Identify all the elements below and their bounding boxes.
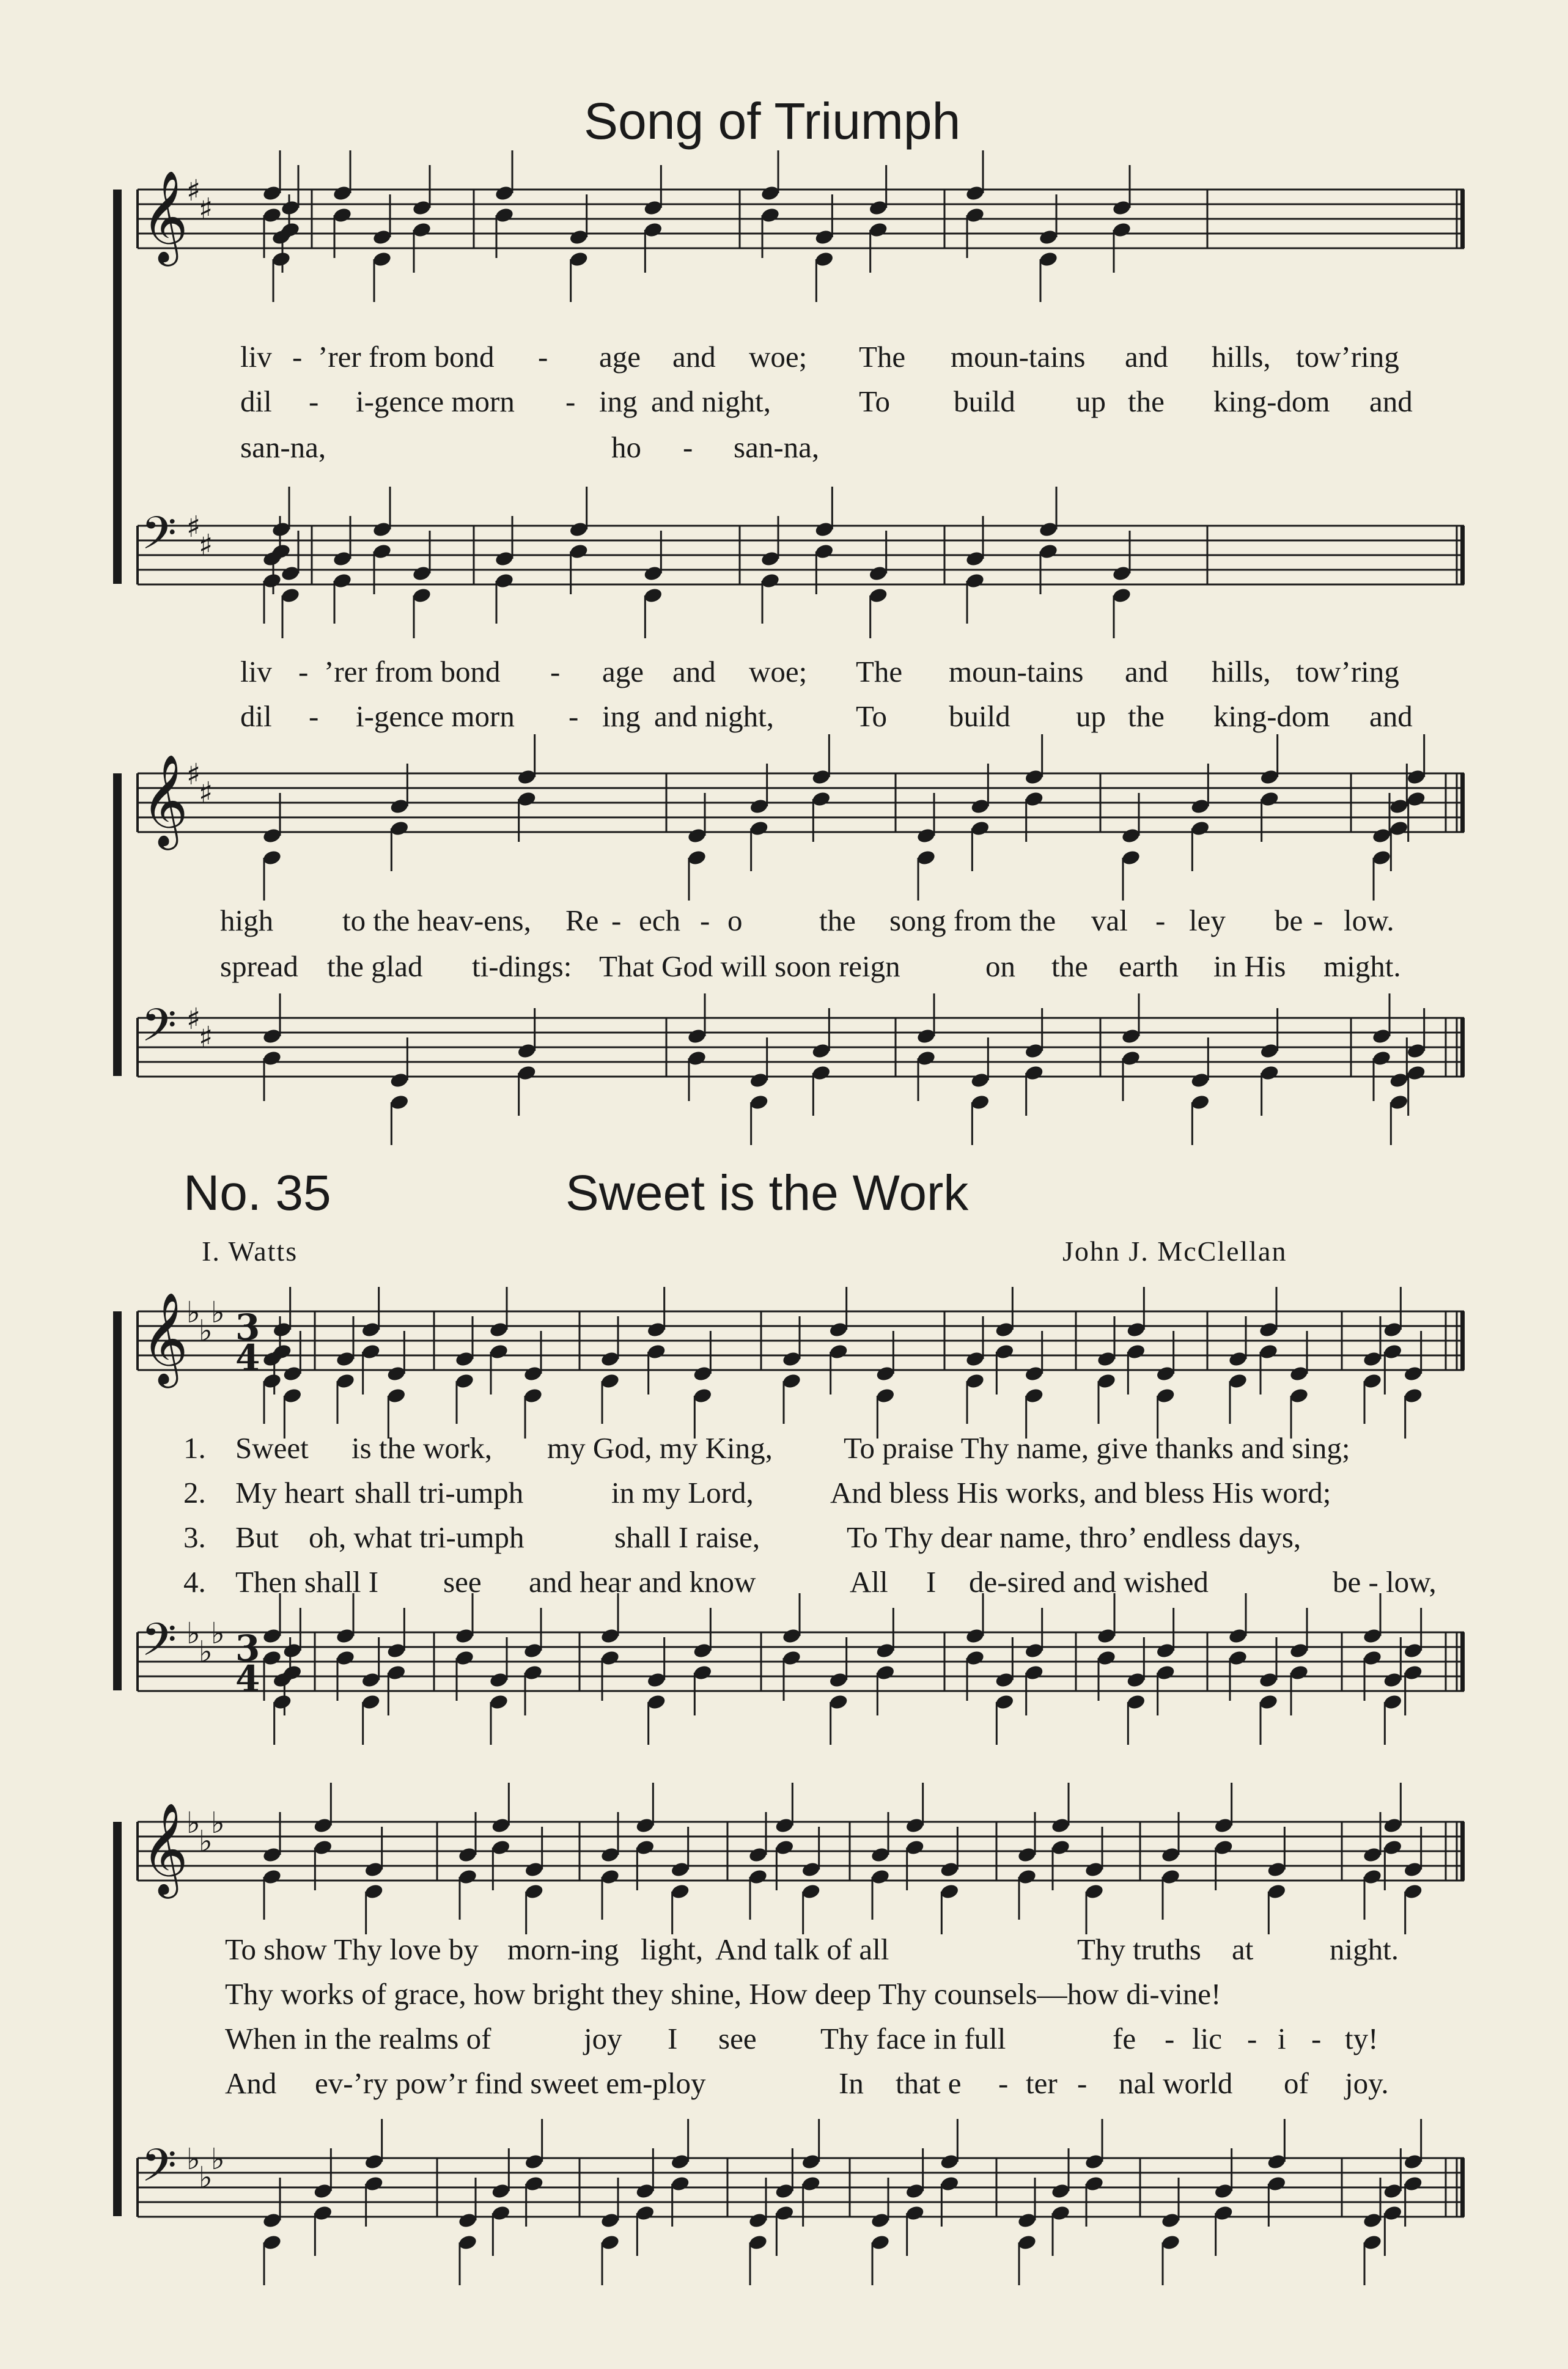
lyric: Thy truths — [1077, 1932, 1201, 1966]
lyric: Thy works of grace, how bright they shine, How deep Thy counsels—how di-vine! — [225, 1977, 1221, 2011]
lyric: - — [569, 699, 579, 733]
lyric: ’rer from bond — [324, 655, 501, 688]
key-signature-accidental: ♭ — [186, 1295, 201, 1330]
bass-clef: 𝄢 — [141, 507, 177, 571]
lyric: dil — [240, 699, 272, 733]
key-signature-accidental: ♭ — [186, 1616, 201, 1651]
bass-clef: 𝄢 — [141, 2139, 177, 2203]
lyric: - — [298, 655, 309, 688]
final-barline — [1460, 773, 1465, 832]
lyric: shall tri-umph — [355, 1476, 524, 1509]
lyric: Sweet — [235, 1431, 309, 1465]
verse-number: 1. — [183, 1431, 206, 1465]
lyric: build — [954, 385, 1015, 418]
composer-credit: John J. McClellan — [1062, 1236, 1287, 1267]
lyric: build — [949, 699, 1010, 733]
lyric: And talk of all — [715, 1932, 889, 1966]
lyric: and — [1369, 699, 1413, 733]
lyric: I — [926, 1565, 937, 1599]
key-signature-accidental: ♭ — [211, 1616, 225, 1651]
lyric: high — [220, 904, 274, 937]
system-brace — [113, 190, 122, 584]
lyric: the — [1128, 385, 1165, 418]
lyric: and night, — [651, 385, 771, 418]
lyric: my God, my King, — [547, 1431, 773, 1465]
lyric: san-na, — [734, 430, 820, 464]
lyric: In — [839, 2066, 864, 2100]
lyric: song from the — [889, 904, 1056, 937]
lyric: - — [1165, 2022, 1175, 2055]
lyric: age — [599, 340, 641, 374]
lyric: That God will soon reign — [599, 949, 900, 983]
lyric: low. — [1344, 904, 1394, 937]
lyric: - — [292, 340, 303, 374]
lyric: and — [1369, 385, 1413, 418]
key-signature-accidental: ♯ — [186, 510, 201, 544]
lyric: the — [1051, 949, 1088, 983]
lyric: up — [1076, 385, 1106, 418]
key-signature-accidental: ♭ — [186, 1806, 201, 1840]
lyric: might. — [1323, 949, 1401, 983]
lyric: moun-tains — [951, 340, 1086, 374]
lyric: All — [850, 1565, 888, 1599]
lyric: To praise Thy name, give thanks and sing; — [844, 1431, 1350, 1465]
lyric: on — [985, 949, 1015, 983]
lyric: - — [998, 2066, 1009, 2100]
lyric: in my Lord, — [611, 1476, 754, 1509]
lyric: ty! — [1345, 2022, 1378, 2055]
lyric: ter — [1026, 2066, 1058, 2100]
final-barline — [1460, 1018, 1465, 1077]
bass-clef: 𝄢 — [141, 1613, 177, 1678]
final-barline — [1460, 1311, 1465, 1370]
lyric: san-na, — [240, 430, 326, 464]
lyric: tow’ring — [1296, 340, 1399, 374]
system-brace — [113, 1822, 122, 2216]
lyric: to the heav-ens, — [342, 904, 531, 937]
lyric: night. — [1330, 1932, 1399, 1966]
lyric: and night, — [654, 699, 774, 733]
lyric: morn-ing — [507, 1932, 619, 1966]
lyric: hills, — [1212, 340, 1271, 374]
lyric: - — [550, 655, 561, 688]
treble-clef: 𝄞 — [141, 753, 188, 846]
lyric: Thy face in full — [820, 2022, 1006, 2055]
lyric: i-gence morn — [356, 385, 515, 418]
lyric: de-sired and wished — [969, 1565, 1209, 1599]
lyric: To show Thy love by — [225, 1932, 479, 1966]
lyric: ho — [611, 430, 641, 464]
system-brace — [113, 773, 122, 1076]
lyric: earth — [1119, 949, 1179, 983]
lyric: I — [668, 2022, 678, 2055]
treble-clef: 𝄞 — [141, 169, 188, 262]
lyric: woe; — [749, 655, 808, 688]
lyric: the — [1128, 699, 1165, 733]
treble-clef: 𝄞 — [141, 1291, 188, 1384]
lyric: And — [225, 2066, 277, 2100]
key-signature-accidental: ♭ — [199, 1635, 213, 1669]
lyric: i-gence morn — [356, 699, 515, 733]
lyric: joy. — [1345, 2066, 1389, 2100]
lyric: i — [1278, 2022, 1286, 2055]
lyric: and — [1125, 655, 1168, 688]
lyric: fe — [1113, 2022, 1136, 2055]
lyric: - — [683, 430, 693, 464]
lyric: nal world — [1119, 2066, 1233, 2100]
key-signature-accidental: ♭ — [199, 2161, 213, 2195]
lyric: hills, — [1212, 655, 1271, 688]
song-title: Song of Triumph — [584, 92, 961, 150]
lyric: And bless His works, and bless His word; — [830, 1476, 1331, 1509]
lyric: - — [309, 699, 319, 733]
lyric: My heart — [235, 1476, 345, 1509]
lyric: ing — [602, 699, 641, 733]
lyric: ’rer from bond — [318, 340, 495, 374]
lyric: shall I raise, — [614, 1520, 760, 1554]
lyric: val — [1091, 904, 1128, 937]
key-signature-accidental: ♯ — [199, 1020, 213, 1055]
lyric: liv — [240, 340, 272, 374]
lyric: ech — [639, 904, 680, 937]
lyric: - — [538, 340, 548, 374]
time-signature-bottom: 4 — [235, 1658, 260, 1700]
lyric: up — [1076, 699, 1106, 733]
lyric: light, — [641, 1932, 704, 1966]
lyric: - — [700, 904, 710, 937]
lyric: moun-tains — [949, 655, 1084, 688]
lyric: ley — [1189, 904, 1226, 937]
lyric: dil — [240, 385, 272, 418]
key-signature-accidental: ♯ — [186, 1002, 201, 1036]
key-signature-accidental: ♭ — [199, 1824, 213, 1859]
lyric: - — [1313, 904, 1323, 937]
lyric: - — [1247, 2022, 1257, 2055]
final-barline — [1460, 1632, 1465, 1691]
author-credit: I. Watts — [202, 1236, 298, 1267]
verse-number: 4. — [183, 1565, 206, 1599]
lyric: - — [1155, 904, 1166, 937]
lyric: lic — [1192, 2022, 1222, 2055]
lyric: oh, what tri-umph — [309, 1520, 525, 1554]
lyric: see — [718, 2022, 757, 2055]
lyric: see — [443, 1565, 482, 1599]
lyric: Then shall I — [235, 1565, 379, 1599]
lyric: Re — [565, 904, 599, 937]
key-signature-accidental: ♭ — [211, 2142, 225, 2176]
treble-clef: 𝄞 — [141, 1802, 188, 1895]
hymn-number: No. 35 — [183, 1165, 331, 1221]
lyric: When in the realms of — [225, 2022, 491, 2055]
lyric: that e — [896, 2066, 962, 2100]
lyric: - — [565, 385, 576, 418]
lyric: - — [1311, 2022, 1322, 2055]
lyric: o — [727, 904, 743, 937]
lyric: the — [819, 904, 856, 937]
system-brace — [113, 1311, 122, 1690]
lyric: spread — [220, 949, 298, 983]
key-signature-accidental: ♭ — [211, 1806, 225, 1840]
key-signature-accidental: ♯ — [199, 776, 213, 810]
verse-number: 3. — [183, 1520, 206, 1554]
lyric: king-dom — [1213, 699, 1330, 733]
lyric: and — [1125, 340, 1168, 374]
lyric: liv — [240, 655, 272, 688]
key-signature-accidental: ♯ — [199, 528, 213, 562]
lyric: To — [856, 699, 888, 733]
lyric: - — [309, 385, 319, 418]
lyric: joy — [584, 2022, 622, 2055]
hymn-title: Sweet is the Work — [565, 1165, 969, 1221]
lyric: is the work, — [352, 1431, 492, 1465]
lyric: To Thy dear name, thro’ endless days, — [847, 1520, 1301, 1554]
lyric: king-dom — [1213, 385, 1330, 418]
key-signature-accidental: ♯ — [186, 757, 201, 792]
key-signature-accidental: ♯ — [186, 174, 201, 208]
key-signature-accidental: ♭ — [211, 1295, 225, 1330]
lyric: in His — [1213, 949, 1286, 983]
lyric: But — [235, 1520, 279, 1554]
lyric: and — [672, 655, 716, 688]
lyric: the glad — [327, 949, 423, 983]
final-barline — [1460, 190, 1465, 248]
lyric: ing — [599, 385, 638, 418]
verse-number: 2. — [183, 1476, 206, 1509]
lyric: ti-dings: — [472, 949, 572, 983]
lyric: be - low, — [1333, 1565, 1437, 1599]
final-barline — [1460, 1822, 1465, 1881]
lyric: age — [602, 655, 644, 688]
lyric: The — [859, 340, 906, 374]
bass-clef: 𝄢 — [141, 999, 177, 1063]
key-signature-accidental: ♭ — [186, 2142, 201, 2176]
key-signature-accidental: ♭ — [199, 1314, 213, 1348]
lyric: To — [859, 385, 891, 418]
lyric: woe; — [749, 340, 808, 374]
key-signature-accidental: ♯ — [199, 192, 213, 226]
lyric: and hear and know — [529, 1565, 756, 1599]
lyric: at — [1232, 1932, 1254, 1966]
lyric: of — [1284, 2066, 1309, 2100]
time-signature-bottom: 4 — [235, 1337, 260, 1379]
final-barline — [1460, 526, 1465, 584]
lyric: tow’ring — [1296, 655, 1399, 688]
lyric: be — [1275, 904, 1303, 937]
lyric: ev-’ry pow’r find sweet em-ploy — [315, 2066, 706, 2100]
lyric: and — [672, 340, 716, 374]
lyric: - — [1077, 2066, 1088, 2100]
lyric: The — [856, 655, 903, 688]
time-signature-top: 3 — [235, 1627, 260, 1669]
lyric: - — [611, 904, 622, 937]
time-signature-top: 3 — [235, 1306, 260, 1348]
final-barline — [1460, 2158, 1465, 2217]
